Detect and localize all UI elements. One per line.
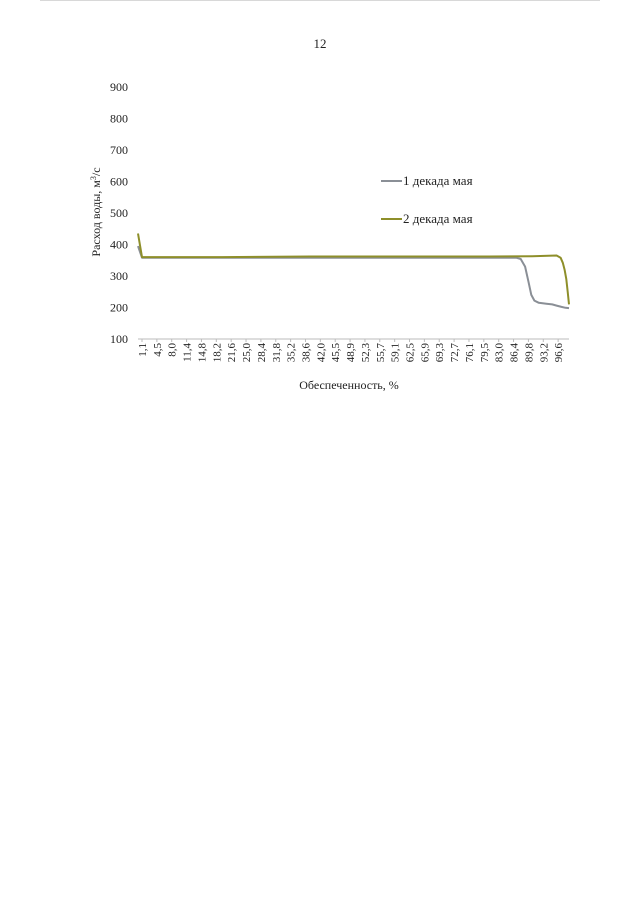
y-tick-label: 900: [110, 80, 128, 94]
x-tick-label: 69,3: [434, 343, 447, 363]
y-tick-label: 100: [110, 332, 128, 346]
series-lines: [138, 234, 569, 309]
series-line-2: [138, 234, 569, 305]
y-tick-label: 700: [110, 143, 128, 157]
legend: [381, 173, 473, 226]
y-tick-label: 600: [110, 174, 128, 189]
x-tick-label: 31,8: [270, 343, 283, 363]
x-tick-label: 62,5: [404, 343, 417, 363]
x-axis-ticks: [137, 339, 565, 362]
y-tick-label: 800: [110, 111, 128, 126]
y-tick-label: 500: [110, 206, 128, 220]
x-tick-label: 89,8: [523, 343, 536, 363]
x-tick-label: 52,3: [359, 343, 372, 363]
y-axis-ticks: [110, 80, 128, 346]
x-tick-label: 55,7: [374, 343, 387, 363]
x-tick-label: 79,5: [478, 343, 491, 363]
legend-label-1: 1 декада мая: [403, 173, 473, 188]
x-tick-label: 38,6: [300, 343, 313, 363]
x-tick-label: 96,6: [553, 343, 566, 363]
x-axis-title: Обеспеченность, %: [299, 378, 399, 392]
x-tick-label: 59,1: [389, 343, 402, 363]
y-tick-label: 300: [110, 269, 128, 283]
x-tick-label: 93,2: [538, 343, 551, 363]
y-tick-label: 400: [110, 237, 128, 252]
x-tick-label: 42,0: [315, 343, 328, 363]
x-tick-label: 1,1: [137, 343, 149, 357]
x-tick-label: 25,0: [241, 343, 254, 363]
x-tick-label: 28,4: [255, 343, 268, 363]
y-tick-label: 200: [110, 300, 128, 315]
legend-label-2: 2 декада мая: [403, 211, 473, 226]
x-tick-label: 11,4: [181, 343, 194, 362]
x-tick-label: 45,5: [330, 343, 343, 363]
x-tick-label: 21,6: [226, 343, 239, 363]
x-tick-label: 76,1: [463, 343, 476, 363]
x-tick-label: 48,9: [345, 343, 358, 363]
page-number: 12: [313, 36, 327, 51]
x-tick-label: 72,7: [449, 343, 462, 363]
x-tick-label: 18,2: [211, 343, 224, 363]
x-tick-label: 83,0: [493, 343, 506, 363]
x-tick-label: 14,8: [196, 343, 209, 363]
x-tick-label: 86,4: [508, 343, 521, 363]
x-tick-label: 65,9: [419, 343, 432, 363]
y-axis-title: Расход воды, $м^3/с$: [89, 167, 103, 257]
x-tick-label: 8,0: [166, 343, 179, 357]
x-tick-label: 35,2: [285, 343, 298, 363]
x-tick-label: 4,5: [151, 343, 164, 357]
